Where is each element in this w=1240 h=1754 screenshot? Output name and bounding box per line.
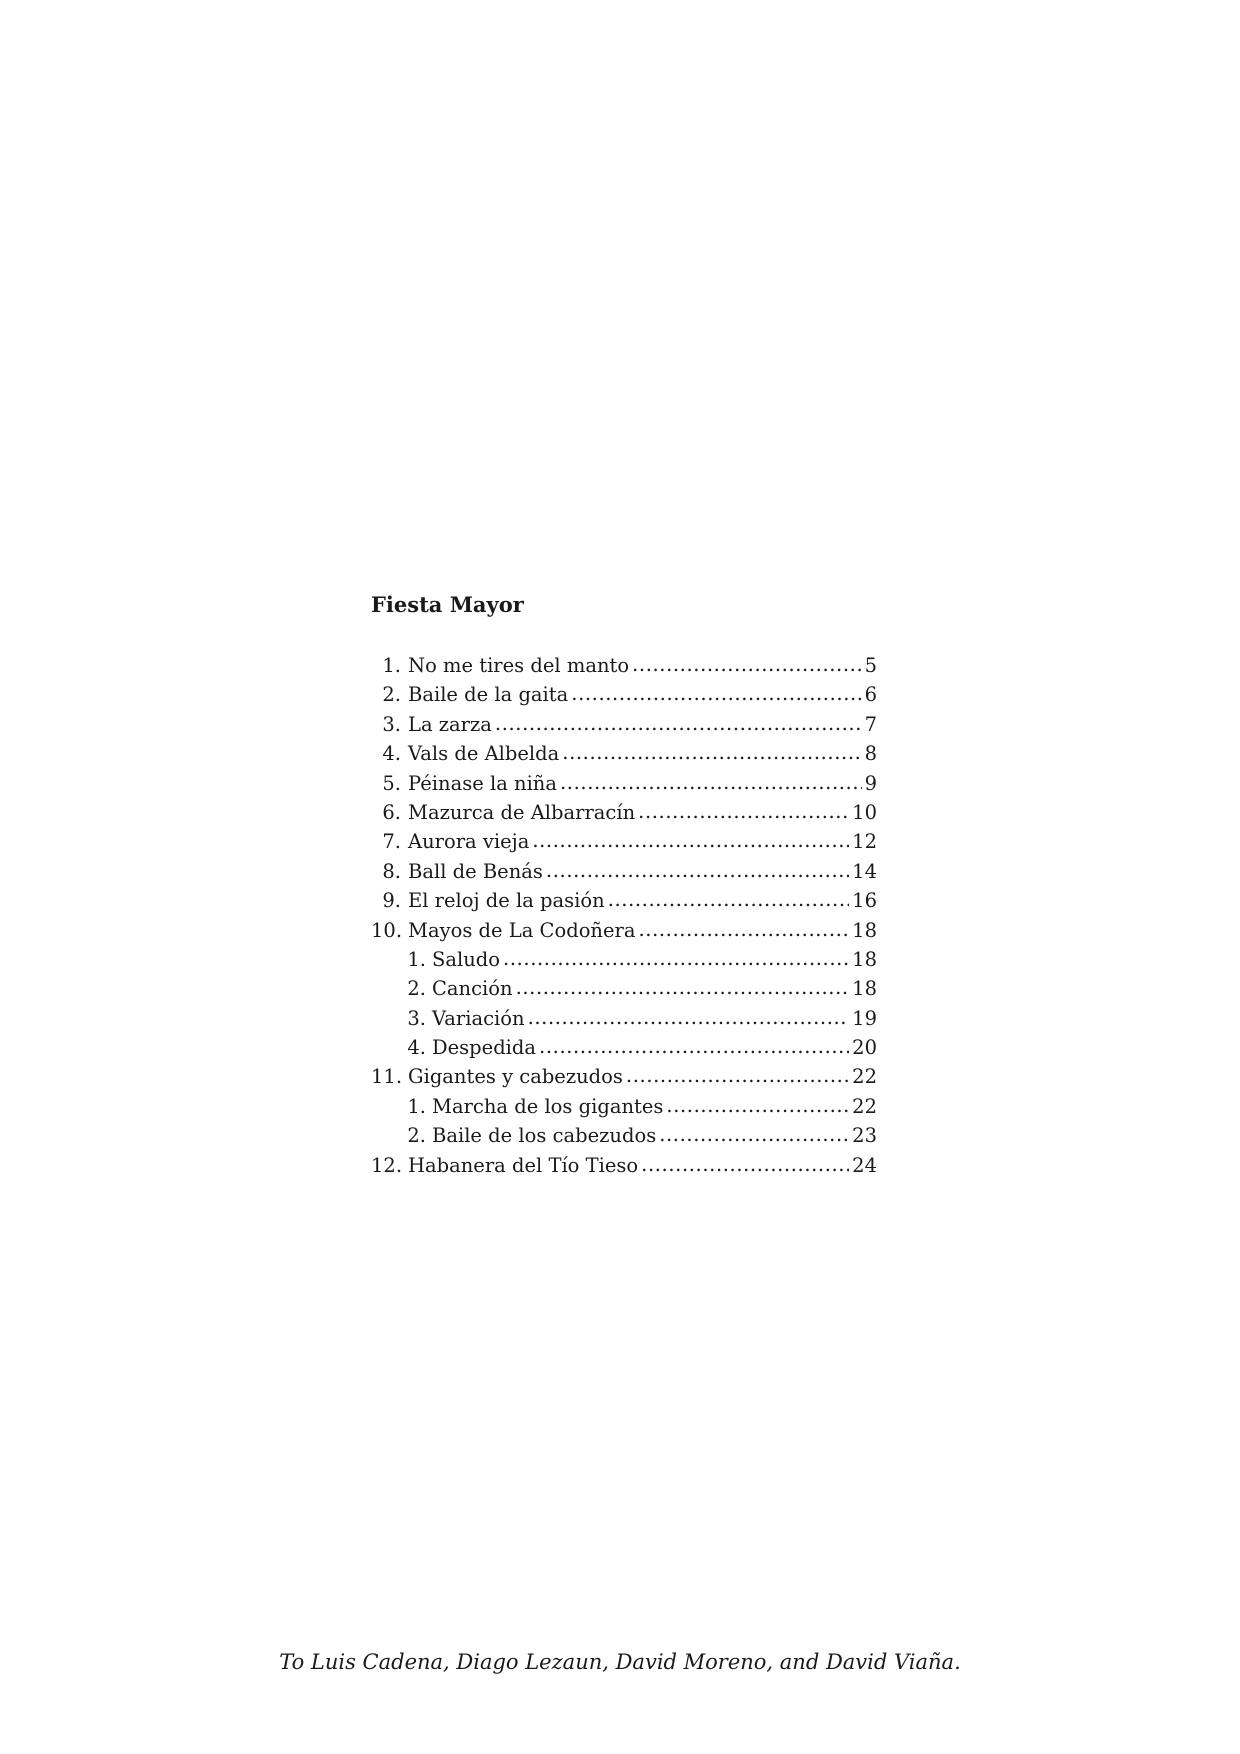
toc-entry[interactable] bbox=[371, 651, 877, 680]
dot-leader bbox=[546, 856, 849, 885]
toc-entry-page: 24 bbox=[852, 1153, 877, 1177]
toc-entry[interactable] bbox=[371, 916, 877, 945]
toc-subentry[interactable] bbox=[371, 1092, 877, 1121]
toc-entry-page: 5 bbox=[864, 654, 877, 677]
toc-entry-label: Ball de Benás bbox=[408, 859, 543, 883]
toc-entry-page: 18 bbox=[852, 947, 877, 971]
dot-leader bbox=[532, 826, 849, 855]
toc-entry-page: 9 bbox=[864, 771, 877, 795]
toc-entry-page: 7 bbox=[864, 712, 877, 736]
dot-leader bbox=[571, 679, 861, 708]
dot-leader bbox=[638, 915, 849, 944]
toc-entry-label: Péinase la niña bbox=[408, 771, 557, 795]
toc-entry[interactable] bbox=[371, 680, 877, 709]
toc-entry-number: 1. bbox=[407, 1094, 426, 1118]
dot-leader bbox=[516, 973, 850, 1002]
toc-entry-number: 4. bbox=[382, 742, 401, 766]
toc-entry-page: 10 bbox=[852, 800, 877, 824]
toc-entry-number: 3. bbox=[382, 712, 401, 736]
toc-entry-label: La zarza bbox=[408, 712, 492, 736]
toc-subentry[interactable] bbox=[371, 945, 877, 974]
toc-entry-page: 19 bbox=[852, 1006, 877, 1030]
toc-entry-label: Saludo bbox=[432, 947, 501, 971]
toc-entry[interactable] bbox=[371, 827, 877, 856]
toc-title: Fiesta Mayor bbox=[371, 592, 524, 617]
toc-entry-page: 8 bbox=[864, 742, 877, 766]
toc-entry[interactable] bbox=[371, 739, 877, 768]
dot-leader bbox=[539, 1032, 849, 1061]
toc-entry-number: 1. bbox=[407, 947, 426, 971]
toc-entry-label: Vals de Albelda bbox=[408, 742, 560, 766]
toc-entry-page: 22 bbox=[852, 1065, 877, 1089]
toc-subentry[interactable] bbox=[371, 1033, 877, 1062]
toc-entry-number: 9. bbox=[382, 889, 401, 913]
dot-leader bbox=[626, 1061, 849, 1090]
dot-leader bbox=[632, 650, 861, 679]
dot-leader bbox=[666, 1091, 849, 1120]
toc-entry-number: 8. bbox=[382, 859, 401, 883]
toc-entry-number: 5. bbox=[382, 771, 401, 795]
dot-leader bbox=[608, 885, 849, 914]
dot-leader bbox=[503, 944, 849, 973]
toc-entry-label: Baile de la gaita bbox=[408, 683, 569, 707]
toc-entry-page: 14 bbox=[852, 859, 877, 883]
toc-entry-number: 12. bbox=[371, 1153, 403, 1177]
toc-entry-label: Despedida bbox=[432, 1036, 537, 1060]
toc-subentry[interactable] bbox=[371, 1004, 877, 1033]
toc-entry[interactable] bbox=[371, 886, 877, 915]
dot-leader bbox=[641, 1150, 849, 1179]
toc-entry-number: 6. bbox=[382, 800, 401, 824]
toc-entry-label: Canción bbox=[432, 977, 513, 1001]
toc-entry[interactable] bbox=[371, 1151, 877, 1180]
dedication: To Luis Cadena, Diago Lezaun, David Moreno, and David Viaña. bbox=[279, 1650, 961, 1674]
toc-entry-label: Baile de los cabezudos bbox=[432, 1124, 657, 1148]
toc-entry[interactable] bbox=[371, 798, 877, 827]
dot-leader bbox=[528, 1003, 850, 1032]
toc-entry-number: 3. bbox=[407, 1006, 426, 1030]
toc-entry-page: 6 bbox=[864, 683, 877, 707]
toc-entry-page: 23 bbox=[852, 1124, 877, 1148]
toc-entry[interactable] bbox=[371, 710, 877, 739]
toc-entry-page: 20 bbox=[852, 1036, 877, 1060]
toc-entry-page: 22 bbox=[852, 1094, 877, 1118]
table-of-contents bbox=[371, 651, 877, 1180]
toc-entry[interactable] bbox=[371, 769, 877, 798]
dot-leader bbox=[659, 1120, 849, 1149]
toc-entry-number: 1. bbox=[382, 654, 401, 677]
toc-entry-label: Marcha de los gigantes bbox=[432, 1094, 664, 1118]
toc-subentry[interactable] bbox=[371, 1121, 877, 1150]
toc-entry-number: 2. bbox=[382, 683, 401, 707]
toc-entry-number: 11. bbox=[371, 1065, 403, 1089]
toc-entry-number: 2. bbox=[407, 1124, 426, 1148]
dot-leader bbox=[495, 709, 862, 738]
toc-entry-number: 2. bbox=[407, 977, 426, 1001]
toc-entry-page: 18 bbox=[852, 918, 877, 942]
toc-entry-label: Variación bbox=[432, 1006, 525, 1030]
toc-entry-label: Mazurca de Albarracín bbox=[408, 800, 636, 824]
toc-entry-label: Habanera del Tío Tieso bbox=[408, 1153, 639, 1177]
toc-entry-label: Mayos de La Codoñera bbox=[408, 918, 636, 942]
dot-leader bbox=[638, 797, 849, 826]
toc-entry-label: Gigantes y cabezudos bbox=[408, 1065, 623, 1089]
toc-entry-page: 16 bbox=[852, 889, 877, 913]
toc-entry-label: No me tires del manto bbox=[408, 654, 630, 677]
toc-entry-label: Aurora vieja bbox=[408, 830, 530, 854]
dot-leader bbox=[560, 768, 862, 797]
toc-entry-number: 10. bbox=[371, 918, 403, 942]
toc-entry-number: 4. bbox=[407, 1036, 426, 1060]
toc-entry-page: 18 bbox=[852, 977, 877, 1001]
toc-entry-number: 7. bbox=[382, 830, 401, 854]
dot-leader bbox=[562, 738, 861, 767]
toc-entry-label: El reloj de la pasión bbox=[408, 889, 605, 913]
toc-entry-page: 12 bbox=[852, 830, 877, 854]
toc-entry[interactable] bbox=[371, 1062, 877, 1091]
toc-subentry[interactable] bbox=[371, 974, 877, 1003]
toc-entry[interactable] bbox=[371, 857, 877, 886]
